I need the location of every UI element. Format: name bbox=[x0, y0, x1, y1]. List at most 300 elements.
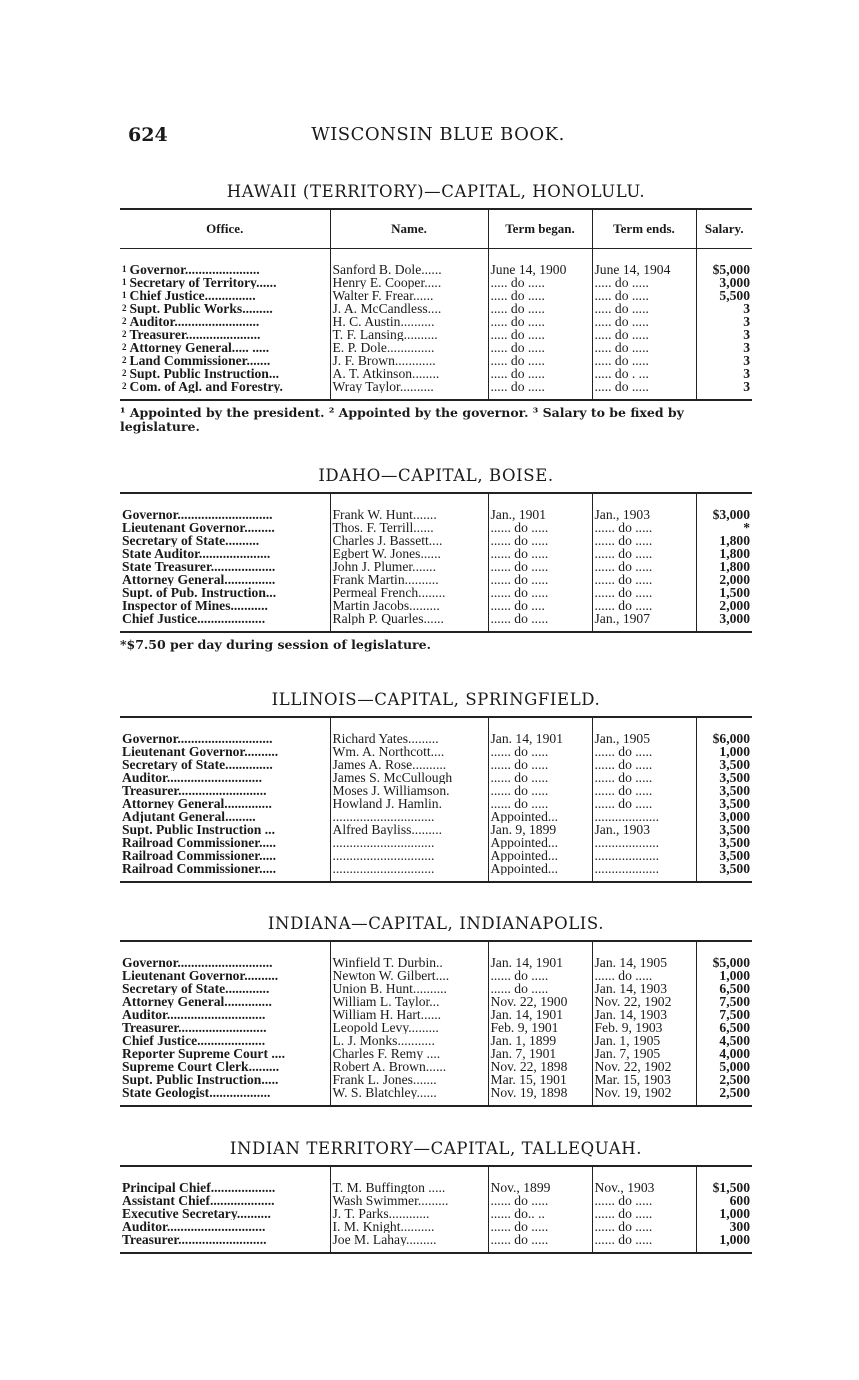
table-row bbox=[120, 1233, 752, 1246]
table-row bbox=[120, 1073, 752, 1086]
cell-name-text: T. M. Buffington ..... bbox=[332, 1181, 446, 1194]
cell-name-text: W. S. Blatchley...... bbox=[332, 1086, 437, 1099]
cell-began bbox=[488, 1047, 592, 1060]
cell-ends-text: ..... do ..... bbox=[594, 276, 649, 289]
cell-name-text: Martin Jacobs......... bbox=[332, 599, 440, 612]
table-row bbox=[120, 380, 752, 393]
table-row bbox=[120, 599, 752, 612]
cell-began bbox=[488, 1034, 592, 1047]
cell-ends bbox=[592, 1034, 696, 1047]
cell-began bbox=[488, 367, 592, 380]
cell-began bbox=[488, 560, 592, 573]
cell-office-text: Lieutenant Governor.......... bbox=[122, 969, 279, 982]
cell-ends-text: ...... do ..... bbox=[594, 1194, 653, 1207]
cell-name-text: A. T. Atkinson........ bbox=[332, 367, 440, 380]
cell-office bbox=[120, 586, 330, 599]
cell-office bbox=[120, 573, 330, 586]
cell-ends-text: ..... do ..... bbox=[594, 380, 649, 393]
cell-began bbox=[488, 810, 592, 823]
cell-began-text: ..... do ..... bbox=[490, 276, 545, 289]
cell-office-text: Auditor............................. bbox=[122, 1008, 266, 1021]
cell-salary bbox=[696, 1073, 752, 1086]
cell-office-text: Reporter Supreme Court .... bbox=[122, 1047, 285, 1060]
cell-office-text: Com. of Agl. and Forestry. bbox=[129, 380, 283, 393]
cell-name bbox=[330, 612, 488, 625]
cell-salary-text: 2,500 bbox=[719, 1086, 750, 1099]
roster-table bbox=[120, 494, 752, 631]
cell-salary bbox=[696, 534, 752, 547]
cell-name bbox=[330, 508, 488, 521]
cell-ends bbox=[592, 1207, 696, 1220]
cell-ends-text: Nov. 22, 1902 bbox=[594, 995, 672, 1008]
cell-name bbox=[330, 758, 488, 771]
cell-salary-text: 5,000 bbox=[719, 1060, 750, 1073]
cell-ends-text: Nov., 1903 bbox=[594, 1181, 655, 1194]
table-row bbox=[120, 758, 752, 771]
cell-ends bbox=[592, 560, 696, 573]
cell-office-text: Auditor............................. bbox=[122, 1220, 266, 1233]
cell-name-text: Richard Yates......... bbox=[332, 732, 439, 745]
cell-name-text: Charles F. Remy .... bbox=[332, 1047, 441, 1060]
cell-salary bbox=[696, 1181, 752, 1194]
cell-name-text: J. F. Brown............ bbox=[332, 354, 436, 367]
cell-salary-text: $5,000 bbox=[712, 263, 750, 276]
cell-salary bbox=[696, 1207, 752, 1220]
table-row bbox=[120, 823, 752, 836]
cell-office bbox=[120, 1194, 330, 1207]
cell-ends-text: ...... do ..... bbox=[594, 745, 653, 758]
cell-name bbox=[330, 1181, 488, 1194]
column-header-office: Office. bbox=[120, 210, 330, 249]
cell-office-text: Auditor............................ bbox=[122, 771, 262, 784]
spacer-row bbox=[120, 249, 752, 264]
cell-name-text: Robert A. Brown...... bbox=[332, 1060, 447, 1073]
cell-began-text: Jan. 14, 1901 bbox=[490, 732, 563, 745]
cell-name bbox=[330, 982, 488, 995]
cell-began-text: ..... do ..... bbox=[490, 367, 545, 380]
cell-office-text: Supt. Public Instruction..... bbox=[122, 1073, 279, 1086]
cell-began bbox=[488, 849, 592, 862]
cell-office-text: Inspector of Mines........... bbox=[122, 599, 268, 612]
cell-salary bbox=[696, 1047, 752, 1060]
cell-salary-text: $5,000 bbox=[712, 956, 750, 969]
cell-name-text: .............................. bbox=[332, 836, 435, 849]
cell-name bbox=[330, 573, 488, 586]
cell-salary-text: 1,800 bbox=[719, 534, 750, 547]
cell-ends bbox=[592, 1233, 696, 1246]
cell-began-text: ...... do.. .. bbox=[490, 1207, 545, 1220]
cell-began bbox=[488, 862, 592, 875]
cell-began-text: ...... do ..... bbox=[490, 784, 549, 797]
cell-began-text: Appointed... bbox=[490, 836, 559, 849]
cell-office-text: Attorney General.............. bbox=[122, 995, 272, 1008]
cell-salary-text: 4,500 bbox=[719, 1034, 750, 1047]
cell-office bbox=[120, 508, 330, 521]
cell-began bbox=[488, 508, 592, 521]
cell-ends bbox=[592, 367, 696, 380]
cell-ends-text: ...... do ..... bbox=[594, 521, 653, 534]
cell-began-text: Jan., 1901 bbox=[490, 508, 547, 521]
cell-name bbox=[330, 969, 488, 982]
cell-ends bbox=[592, 508, 696, 521]
cell-office-text: Auditor......................... bbox=[129, 315, 260, 328]
cell-name bbox=[330, 341, 488, 354]
cell-began-text: Appointed... bbox=[490, 862, 559, 875]
cell-ends-text: Nov. 19, 1902 bbox=[594, 1086, 672, 1099]
cell-salary bbox=[696, 849, 752, 862]
cell-name bbox=[330, 823, 488, 836]
cell-salary bbox=[696, 1034, 752, 1047]
cell-salary-text: 3,500 bbox=[719, 784, 750, 797]
cell-office-text: Attorney General..... ..... bbox=[129, 341, 270, 354]
cell-salary-text: * bbox=[743, 521, 750, 534]
cell-began-text: Nov. 22, 1900 bbox=[490, 995, 568, 1008]
page-number: 624 bbox=[128, 124, 168, 146]
cell-began bbox=[488, 328, 592, 341]
cell-ends-text: ..... do ..... bbox=[594, 302, 649, 315]
cell-salary bbox=[696, 745, 752, 758]
cell-office-text: Secretary of State............. bbox=[122, 982, 270, 995]
cell-name-text: J. A. McCandless.... bbox=[332, 302, 442, 315]
cell-began bbox=[488, 969, 592, 982]
cell-name-text: Howland J. Hamlin. bbox=[332, 797, 442, 810]
table-row bbox=[120, 1220, 752, 1233]
cell-ends-text: ................... bbox=[594, 810, 660, 823]
cell-began bbox=[488, 354, 592, 367]
cell-ends-text: ...... do ..... bbox=[594, 771, 653, 784]
cell-ends bbox=[592, 276, 696, 289]
cell-ends bbox=[592, 341, 696, 354]
cell-name bbox=[330, 1021, 488, 1034]
cell-office bbox=[120, 1008, 330, 1021]
cell-ends-text: ................... bbox=[594, 836, 660, 849]
cell-ends bbox=[592, 956, 696, 969]
cell-name-text: I. M. Knight.......... bbox=[332, 1220, 435, 1233]
cell-office-text: Governor............................ bbox=[122, 956, 273, 969]
cell-ends bbox=[592, 1008, 696, 1021]
cell-salary-text: 2,000 bbox=[719, 573, 750, 586]
cell-name bbox=[330, 586, 488, 599]
cell-salary-text: 3,000 bbox=[719, 276, 750, 289]
table-row bbox=[120, 797, 752, 810]
cell-began-text: ..... do ..... bbox=[490, 302, 545, 315]
cell-office bbox=[120, 612, 330, 625]
cell-ends bbox=[592, 521, 696, 534]
table-bottom-rule bbox=[120, 881, 752, 883]
cell-name bbox=[330, 534, 488, 547]
cell-ends bbox=[592, 995, 696, 1008]
cell-salary-text: 300 bbox=[729, 1220, 750, 1233]
cell-office-text: Governor............................ bbox=[122, 732, 273, 745]
cell-name-text: E. P. Dole.............. bbox=[332, 341, 435, 354]
cell-salary-text: 1,000 bbox=[719, 1233, 750, 1246]
cell-began-text: Jan. 1, 1899 bbox=[490, 1034, 557, 1047]
cell-salary bbox=[696, 797, 752, 810]
cell-salary-text: 3,500 bbox=[719, 849, 750, 862]
cell-ends bbox=[592, 849, 696, 862]
cell-office-text: Principal Chief................... bbox=[122, 1181, 276, 1194]
cell-began-text: ..... do ..... bbox=[490, 354, 545, 367]
cell-office bbox=[120, 745, 330, 758]
cell-office-text: Lieutenant Governor.......... bbox=[122, 745, 279, 758]
cell-ends bbox=[592, 573, 696, 586]
footnote-marker: 2 bbox=[122, 355, 127, 365]
cell-office bbox=[120, 1073, 330, 1086]
cell-began-text: ..... do ..... bbox=[490, 380, 545, 393]
cell-name bbox=[330, 836, 488, 849]
cell-salary bbox=[696, 771, 752, 784]
cell-salary-text: 2,500 bbox=[719, 1073, 750, 1086]
cell-ends-text: ...... do ..... bbox=[594, 547, 653, 560]
cell-office bbox=[120, 534, 330, 547]
cell-ends bbox=[592, 612, 696, 625]
cell-ends-text: Mar. 15, 1903 bbox=[594, 1073, 671, 1086]
cell-name-text: Sanford B. Dole...... bbox=[332, 263, 442, 276]
cell-office bbox=[120, 1021, 330, 1034]
cell-salary bbox=[696, 315, 752, 328]
footnote-marker: 1 bbox=[122, 264, 127, 274]
cell-began bbox=[488, 289, 592, 302]
cell-name bbox=[330, 849, 488, 862]
cell-ends-text: ..... do ..... bbox=[594, 315, 649, 328]
cell-name bbox=[330, 1233, 488, 1246]
cell-office bbox=[120, 1181, 330, 1194]
cell-began-text: Feb. 9, 1901 bbox=[490, 1021, 559, 1034]
cell-ends-text: ...... do ..... bbox=[594, 758, 653, 771]
cell-name bbox=[330, 1047, 488, 1060]
cell-name-text: James A. Rose.......... bbox=[332, 758, 447, 771]
cell-office-text: Supt. of Pub. Instruction... bbox=[122, 586, 277, 599]
cell-office bbox=[120, 302, 330, 315]
table-row bbox=[120, 1047, 752, 1060]
running-title: WISCONSIN BLUE BOOK. bbox=[311, 124, 565, 145]
table-row bbox=[120, 810, 752, 823]
cell-name bbox=[330, 732, 488, 745]
cell-name-text: Henry E. Cooper..... bbox=[332, 276, 442, 289]
cell-began-text: ...... do ..... bbox=[490, 586, 549, 599]
section-title: INDIAN TERRITORY—CAPITAL, TALLEQUAH. bbox=[229, 1139, 643, 1158]
cell-office bbox=[120, 547, 330, 560]
cell-office bbox=[120, 732, 330, 745]
cell-office-text: Assistant Chief................... bbox=[122, 1194, 275, 1207]
cell-office-text: State Treasurer................... bbox=[122, 560, 276, 573]
cell-name-text: Joe M. Lahay......... bbox=[332, 1233, 437, 1246]
cell-name-text: Wash Swimmer......... bbox=[332, 1194, 449, 1207]
cell-ends-text: Jan. 14, 1903 bbox=[594, 1008, 667, 1021]
cell-name bbox=[330, 771, 488, 784]
cell-office bbox=[120, 969, 330, 982]
cell-salary-text: $1,500 bbox=[712, 1181, 750, 1194]
cell-began bbox=[488, 771, 592, 784]
cell-name-text: .............................. bbox=[332, 810, 435, 823]
cell-name bbox=[330, 380, 488, 393]
cell-salary bbox=[696, 521, 752, 534]
cell-name-text: John J. Plumer....... bbox=[332, 560, 436, 573]
cell-salary bbox=[696, 1233, 752, 1246]
cell-ends bbox=[592, 823, 696, 836]
cell-ends-text: Jan. 1, 1905 bbox=[594, 1034, 661, 1047]
cell-ends-text: ...... do ..... bbox=[594, 969, 653, 982]
cell-salary-text: 3 bbox=[743, 380, 750, 393]
cell-salary-text: 3,500 bbox=[719, 836, 750, 849]
cell-office-text: Treasurer...................... bbox=[129, 328, 261, 341]
table-row bbox=[120, 836, 752, 849]
table-row bbox=[120, 1060, 752, 1073]
cell-ends bbox=[592, 758, 696, 771]
cell-name-text: Walter F. Frear...... bbox=[332, 289, 434, 302]
cell-ends-text: Jan., 1903 bbox=[594, 823, 651, 836]
cell-began-text: Appointed... bbox=[490, 810, 559, 823]
table-row bbox=[120, 534, 752, 547]
cell-name bbox=[330, 263, 488, 276]
table-row bbox=[120, 784, 752, 797]
cell-began bbox=[488, 380, 592, 393]
cell-began-text: Nov. 19, 1898 bbox=[490, 1086, 568, 1099]
cell-began bbox=[488, 1021, 592, 1034]
cell-ends bbox=[592, 289, 696, 302]
cell-ends bbox=[592, 354, 696, 367]
cell-ends bbox=[592, 1181, 696, 1194]
cell-ends bbox=[592, 836, 696, 849]
cell-salary bbox=[696, 732, 752, 745]
cell-salary-text: 7,500 bbox=[719, 1008, 750, 1021]
cell-name bbox=[330, 1060, 488, 1073]
cell-ends bbox=[592, 1220, 696, 1233]
table-row bbox=[120, 276, 752, 289]
table-row bbox=[120, 521, 752, 534]
spacer-row bbox=[120, 718, 752, 732]
cell-salary-text: 3,500 bbox=[719, 823, 750, 836]
cell-ends-text: ................... bbox=[594, 862, 660, 875]
cell-ends-text: ...... do ..... bbox=[594, 560, 653, 573]
cell-salary-text: 3 bbox=[743, 341, 750, 354]
cell-salary bbox=[696, 1220, 752, 1233]
cell-office-text: Executive Secretary.......... bbox=[122, 1207, 271, 1220]
cell-salary-text: 1,000 bbox=[719, 745, 750, 758]
section-title: HAWAII (TERRITORY)—CAPITAL, HONOLULU. bbox=[226, 182, 646, 201]
cell-salary bbox=[696, 573, 752, 586]
cell-began bbox=[488, 784, 592, 797]
cell-salary-text: 4,000 bbox=[719, 1047, 750, 1060]
cell-salary-text: 1,800 bbox=[719, 560, 750, 573]
cell-began-text: Jan. 14, 1901 bbox=[490, 1008, 563, 1021]
cell-office-text: Chief Justice.................... bbox=[122, 612, 266, 625]
column-header-ends: Term ends. bbox=[592, 210, 696, 249]
cell-salary-text: 3,500 bbox=[719, 758, 750, 771]
cell-salary-text: 3,500 bbox=[719, 797, 750, 810]
cell-salary-text: 5,500 bbox=[719, 289, 750, 302]
cell-name-text: Frank Martin.......... bbox=[332, 573, 439, 586]
footnote-marker: 1 bbox=[122, 290, 127, 300]
table-row bbox=[120, 1034, 752, 1047]
cell-office bbox=[120, 341, 330, 354]
cell-office bbox=[120, 849, 330, 862]
cell-name bbox=[330, 354, 488, 367]
cell-began bbox=[488, 521, 592, 534]
cell-salary bbox=[696, 289, 752, 302]
cell-office-text: Secretary of State.......... bbox=[122, 534, 260, 547]
column-header-name: Name. bbox=[330, 210, 488, 249]
cell-began-text: Jan. 9, 1899 bbox=[490, 823, 557, 836]
cell-ends-text: ...... do ..... bbox=[594, 534, 653, 547]
cell-office bbox=[120, 1060, 330, 1073]
cell-office bbox=[120, 521, 330, 534]
cell-name bbox=[330, 1008, 488, 1021]
spacer-row bbox=[120, 942, 752, 956]
cell-name-text: James S. McCullough bbox=[332, 771, 453, 784]
header-row bbox=[120, 210, 752, 249]
cell-office bbox=[120, 315, 330, 328]
cell-ends bbox=[592, 599, 696, 612]
cell-salary bbox=[696, 341, 752, 354]
section-title: IDAHO—CAPITAL, BOISE. bbox=[318, 466, 554, 485]
footnote-marker: 1 bbox=[122, 277, 127, 287]
cell-salary bbox=[696, 836, 752, 849]
cell-ends bbox=[592, 1021, 696, 1034]
cell-office bbox=[120, 276, 330, 289]
table-row bbox=[120, 367, 752, 380]
table-row bbox=[120, 547, 752, 560]
table-row bbox=[120, 586, 752, 599]
cell-name-text: L. J. Monks........... bbox=[332, 1034, 435, 1047]
cell-began-text: ...... do ..... bbox=[490, 547, 549, 560]
cell-began bbox=[488, 315, 592, 328]
cell-office bbox=[120, 354, 330, 367]
cell-office-text: Railroad Commissioner..... bbox=[122, 836, 277, 849]
cell-name bbox=[330, 745, 488, 758]
cell-office bbox=[120, 823, 330, 836]
cell-began bbox=[488, 732, 592, 745]
cell-began-text: ..... do ..... bbox=[490, 328, 545, 341]
cell-began-text: ...... do ..... bbox=[490, 745, 549, 758]
cell-office-text: Treasurer.......................... bbox=[122, 784, 267, 797]
cell-office-text: Supt. Public Instruction ... bbox=[122, 823, 275, 836]
cell-salary bbox=[696, 612, 752, 625]
table-row bbox=[120, 560, 752, 573]
cell-began bbox=[488, 1181, 592, 1194]
cell-began bbox=[488, 995, 592, 1008]
cell-salary bbox=[696, 784, 752, 797]
cell-ends-text: Nov. 22, 1902 bbox=[594, 1060, 672, 1073]
cell-salary-text: 2,000 bbox=[719, 599, 750, 612]
roster-table bbox=[120, 942, 752, 1105]
cell-name-text: Newton W. Gilbert.... bbox=[332, 969, 450, 982]
cell-began bbox=[488, 263, 592, 276]
table-row bbox=[120, 995, 752, 1008]
cell-office-text: Secretary of Territory...... bbox=[129, 276, 277, 289]
cell-office bbox=[120, 862, 330, 875]
cell-salary bbox=[696, 758, 752, 771]
cell-office bbox=[120, 995, 330, 1008]
cell-ends bbox=[592, 1073, 696, 1086]
cell-salary-text: $6,000 bbox=[712, 732, 750, 745]
table-row bbox=[120, 289, 752, 302]
cell-office-text: Treasurer.......................... bbox=[122, 1021, 267, 1034]
cell-ends-text: Jan. 14, 1905 bbox=[594, 956, 667, 969]
cell-began-text: ...... do ..... bbox=[490, 797, 549, 810]
cell-office bbox=[120, 560, 330, 573]
cell-office-text: Governor............................ bbox=[122, 508, 273, 521]
cell-began-text: ...... do ..... bbox=[490, 521, 549, 534]
cell-began bbox=[488, 547, 592, 560]
cell-ends bbox=[592, 315, 696, 328]
table-row bbox=[120, 862, 752, 875]
cell-office bbox=[120, 1220, 330, 1233]
cell-name-text: Ralph P. Quarles...... bbox=[332, 612, 444, 625]
cell-name-text: Frank L. Jones....... bbox=[332, 1073, 437, 1086]
cell-ends-text: Jan., 1907 bbox=[594, 612, 651, 625]
roster-table bbox=[120, 718, 752, 881]
